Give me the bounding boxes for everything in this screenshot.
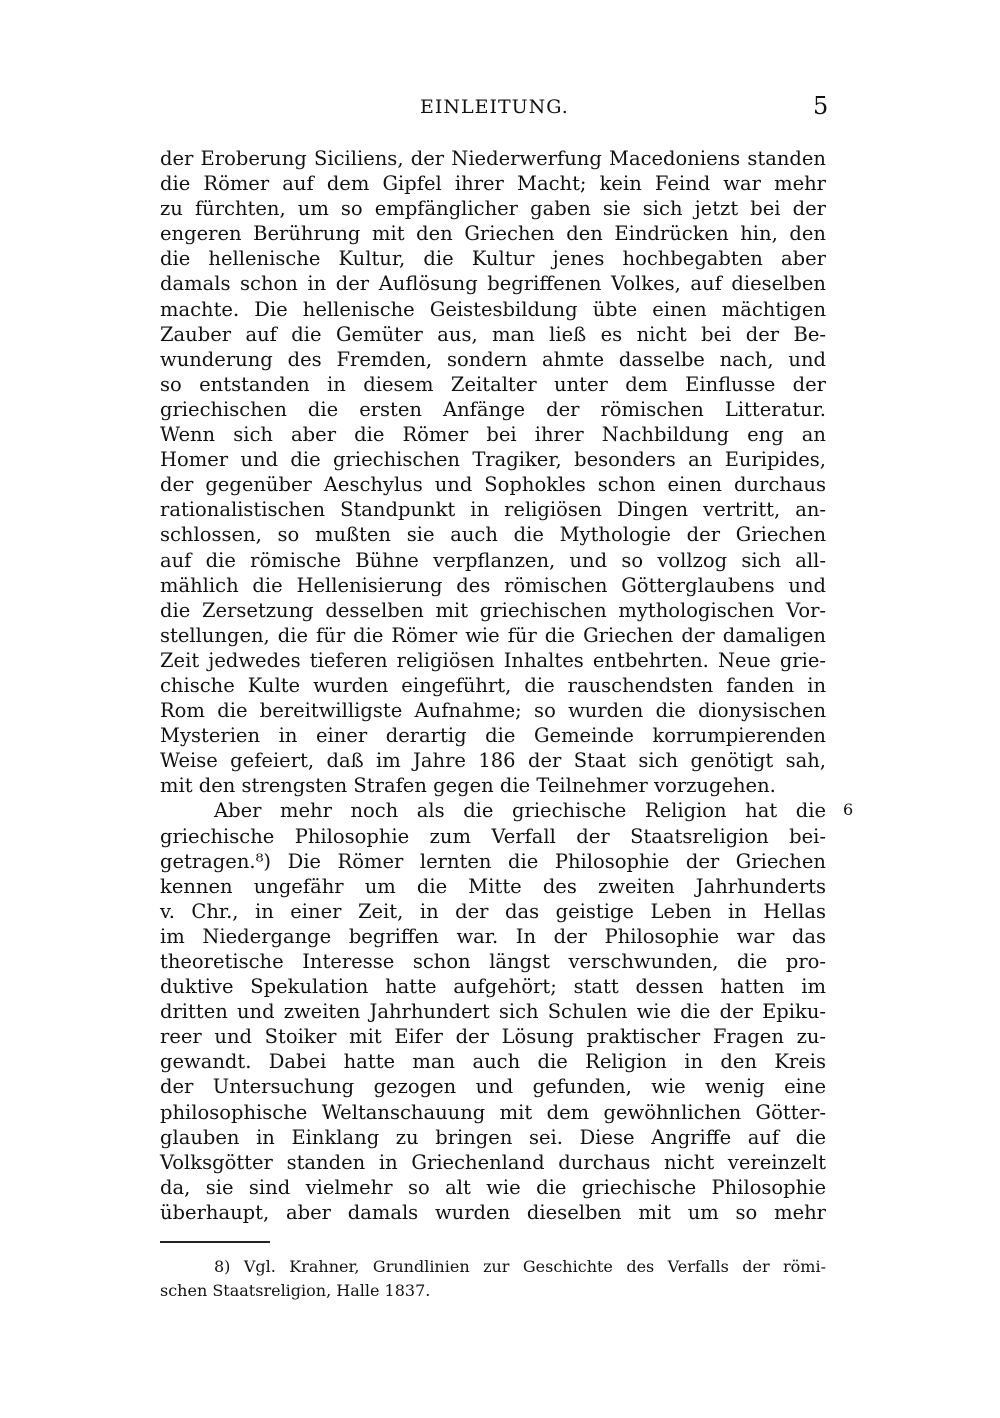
body-text	[160, 146, 826, 1225]
page-number: 5	[813, 92, 829, 120]
text-line: theoretische Interesse schon längst verschwunden, die pro-	[160, 950, 826, 973]
text-line: Homer und die griechischen Tragiker, besonders an Euripides,	[160, 448, 826, 472]
text-line: auf die römische Bühne verpflanzen, und so vollzog sich all-	[160, 548, 826, 572]
text-line: glauben in Einklang zu bringen sei. Diese Angriffe auf die	[160, 1125, 826, 1149]
text-line: reer und Stoiker mit Eifer der Lösung praktischer Fragen zu-	[160, 1025, 826, 1049]
text-line: Rom die bereitwilligste Aufnahme; so wurden die dionysischen	[160, 699, 826, 723]
text-line: die Römer auf dem Gipfel ihrer Macht; kein Feind war mehr	[160, 172, 826, 196]
text-line: griechische Philosophie zum Verfall der Staatsreligion bei-	[160, 824, 826, 848]
margin-note: 6	[843, 800, 854, 819]
text-line: philosophische Weltanschauung mit dem gewöhnlichen Götter-	[160, 1100, 826, 1124]
text-line: Volksgötter standen in Griechenland durchaus nicht vereinzelt	[160, 1150, 826, 1174]
text-line: Mysterien in einer derartig die Gemeinde korrumpierenden	[160, 724, 826, 748]
text-line: engeren Berührung mit den Griechen den Eindrücken hin, den	[160, 222, 826, 246]
text-line: machte. Die hellenische Geistesbildung übte einen mächtigen	[160, 297, 826, 321]
text-line: duktive Spekulation hatte aufgehört; statt dessen hatten im	[160, 975, 826, 999]
running-head: EINLEITUNG.	[420, 96, 569, 118]
text-line: der Untersuchung gezogen und gefunden, wie wenig eine	[160, 1075, 826, 1099]
text-line: zu fürchten, um so empfänglicher gaben sie sich jetzt bei der	[160, 197, 826, 221]
footnote-divider	[160, 1241, 270, 1243]
text-line: der gegenüber Aeschylus und Sophokles schon einen durchaus	[160, 473, 826, 497]
text-line: Zeit jedwedes tieferen religiösen Inhaltes entbehrten. Neue grie-	[160, 648, 826, 672]
text-line: mählich die Hellenisierung des römischen Götterglaubens und	[160, 573, 826, 597]
text-line: chische Kulte wurden eingeführt, die rauschendsten fanden in	[160, 673, 826, 697]
text-line: griechischen die ersten Anfänge der römischen Litteratur.	[160, 397, 826, 421]
text-line: kennen ungefähr um die Mitte des zweiten Jahrhunderts	[160, 874, 826, 898]
text-line: Weise gefeiert, daß im Jahre 186 der Staat sich genötigt sah,	[160, 749, 826, 773]
footnote-line: schen Staatsreligion, Halle 1837.	[160, 1281, 431, 1300]
text-line: überhaupt, aber damals wurden dieselben mit um so mehr	[160, 1200, 826, 1224]
text-line: die hellenische Kultur, die Kultur jenes hochbegabten aber	[160, 247, 826, 271]
text-line: v. Chr., in einer Zeit, in der das geistige Leben in Hellas	[160, 899, 826, 923]
text-line: die Zersetzung desselben mit griechischen mythologischen Vor-	[160, 598, 826, 622]
text-line: wunderung des Fremden, sondern ahmte dasselbe nach, und	[160, 347, 826, 371]
text-line: damals schon in der Auflösung begriffenen Volkes, auf dieselben	[160, 272, 826, 296]
footnote-line: 8) Vgl. Krahner, Grundlinien zur Geschichte des Verfalls der römi-	[214, 1257, 826, 1276]
text-line: stellungen, die für die Römer wie für die Griechen der damaligen	[160, 623, 826, 647]
paragraph-start-line: Aber mehr noch als die griechische Religion hat die	[214, 799, 826, 823]
text-line: im Niedergange begriffen war. In der Philosophie war das	[160, 924, 826, 948]
text-line: rationalistischen Standpunkt in religiösen Dingen vertritt, an-	[160, 498, 826, 522]
text-line: gewandt. Dabei hatte man auch die Religion in den Kreis	[160, 1050, 826, 1074]
text-line: Zauber auf die Gemüter aus, man ließ es nicht bei der Be-	[160, 322, 826, 346]
text-line: schlossen, so mußten sie auch die Mythologie der Griechen	[160, 523, 826, 547]
text-line: getragen.⁸) Die Römer lernten die Philosophie der Griechen	[160, 849, 826, 873]
text-line: so entstanden in diesem Zeitalter unter dem Einflusse der	[160, 372, 826, 396]
text-line: dritten und zweiten Jahrhundert sich Schulen wie die der Epiku-	[160, 1000, 826, 1024]
text-line: mit den strengsten Strafen gegen die Teilnehmer vorzugehen.	[160, 774, 776, 798]
footnotes	[160, 1255, 826, 1303]
text-line: Wenn sich aber die Römer bei ihrer Nachbildung eng an	[160, 423, 826, 447]
text-line: da, sie sind vielmehr so alt wie die griechische Philosophie	[160, 1175, 826, 1199]
text-line: der Eroberung Siciliens, der Niederwerfung Macedoniens standen	[160, 147, 826, 170]
